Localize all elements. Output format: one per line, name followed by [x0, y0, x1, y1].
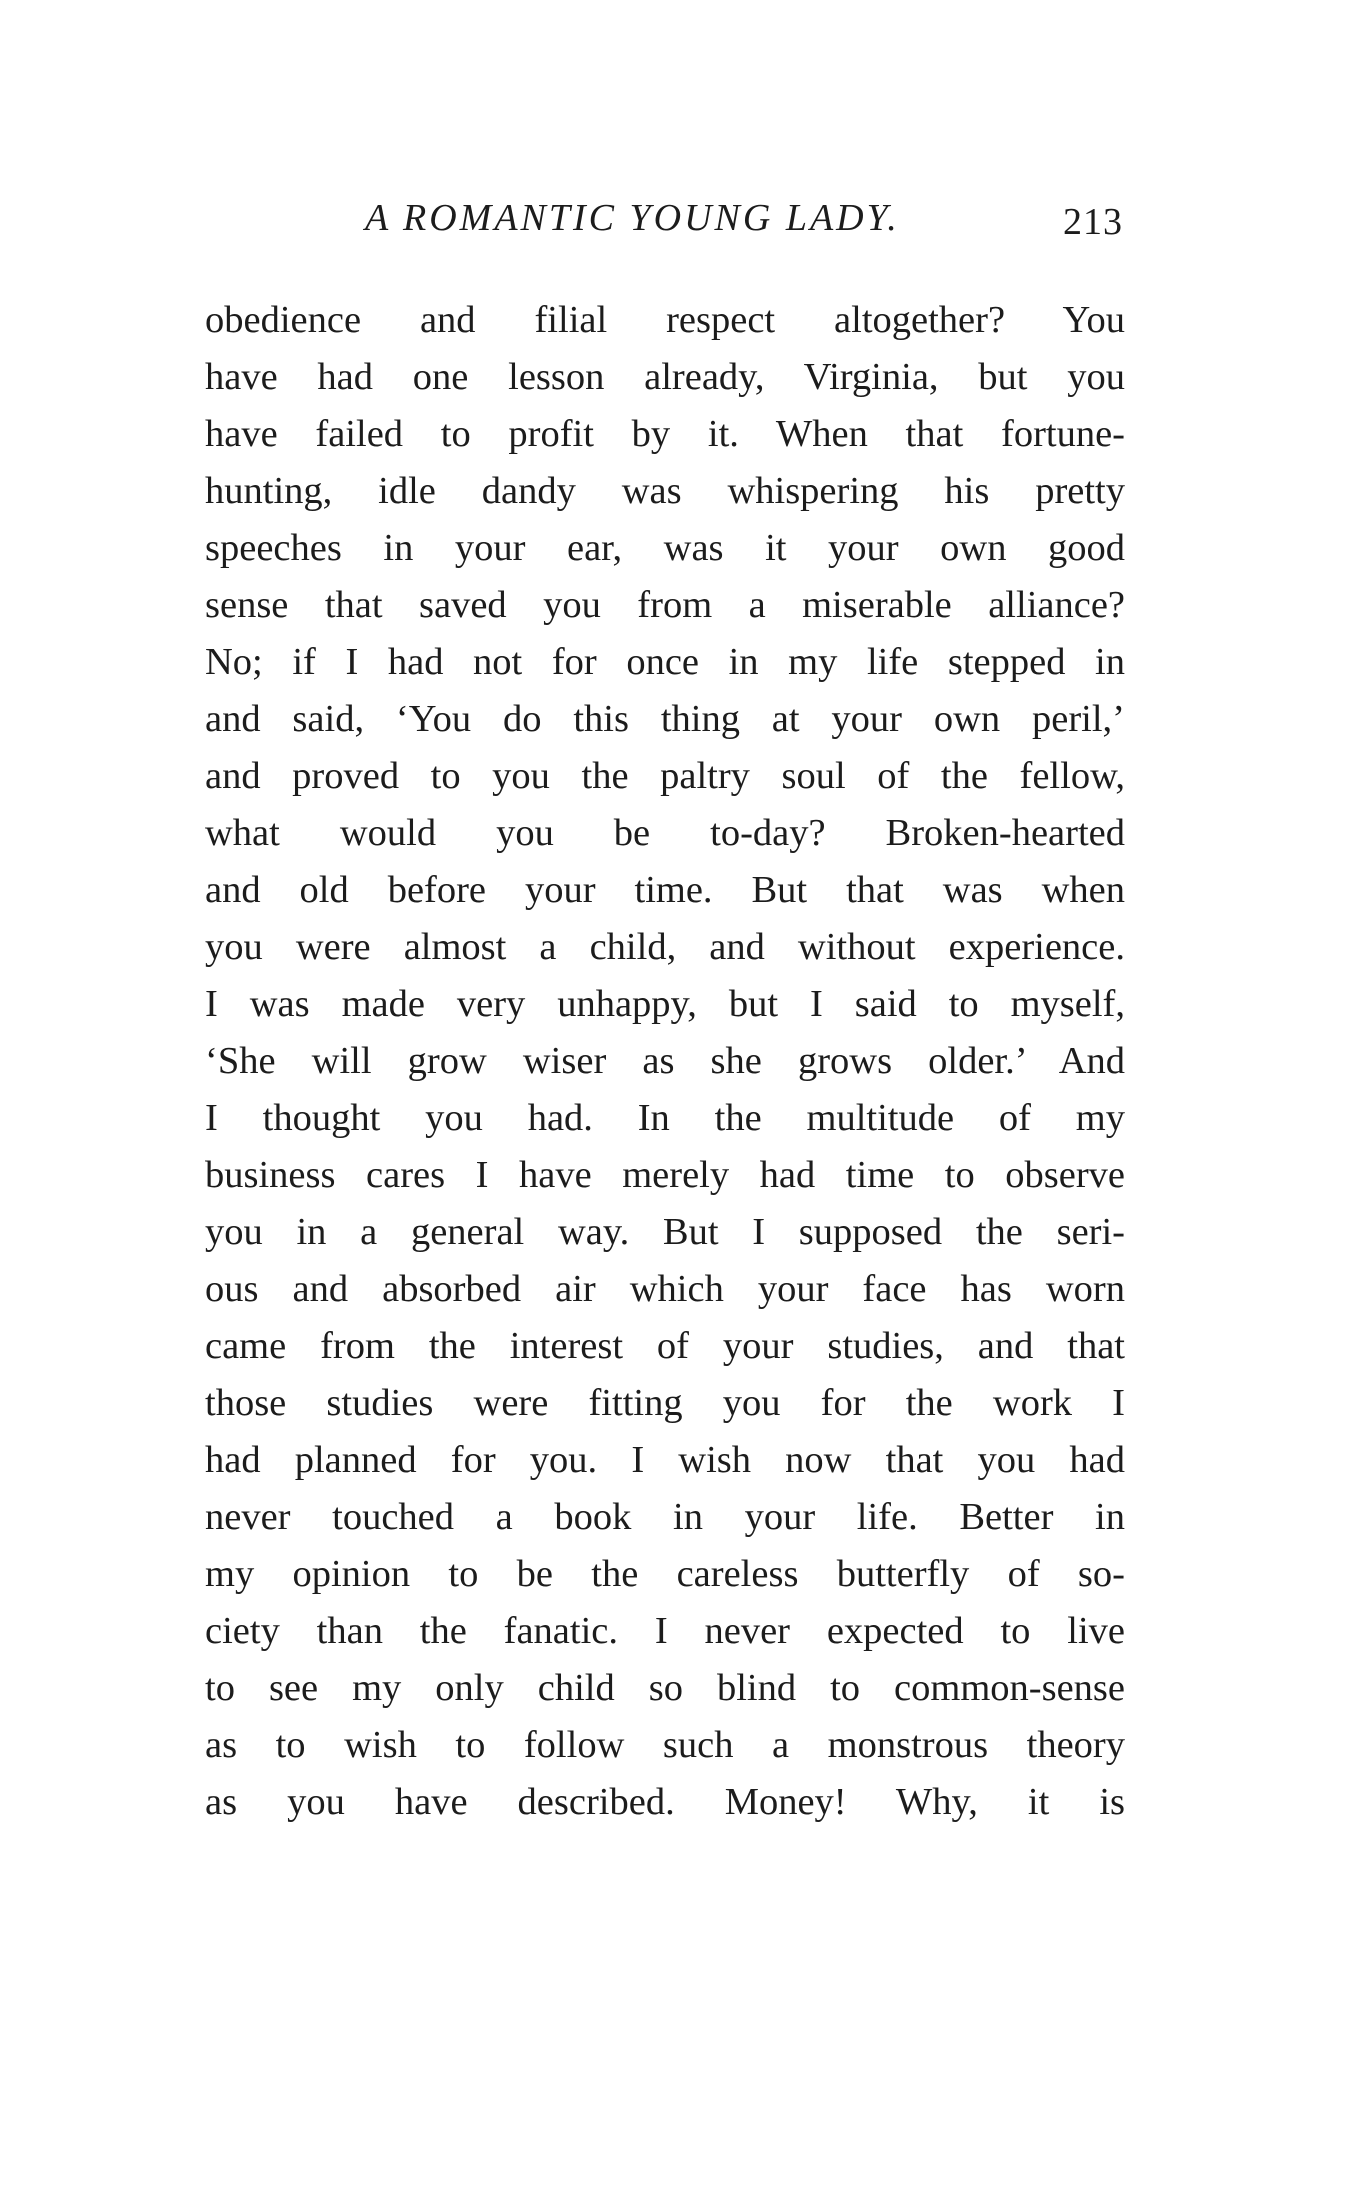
- text-line: business cares I have merely had time to observe: [205, 1154, 1125, 1196]
- text-line: and said, ‘You do this thing at your own peril,’: [205, 698, 1125, 740]
- text-line: speeches in your ear, was it your own good: [205, 527, 1125, 569]
- running-head: [205, 196, 1125, 256]
- text-line: have failed to profit by it. When that fortune-: [205, 413, 1125, 455]
- text-line: you in a general way. But I supposed the seri-: [205, 1211, 1125, 1253]
- text-line: ciety than the fanatic. I never expected to live: [205, 1610, 1125, 1652]
- text-line: those studies were fitting you for the work I: [205, 1382, 1125, 1424]
- text-line: what would you be to-day? Broken-hearted: [205, 812, 1125, 854]
- text-line: had planned for you. I wish now that you had: [205, 1439, 1125, 1481]
- text-line: No; if I had not for once in my life stepped in: [205, 641, 1125, 683]
- text-line: to see my only child so blind to common-sense: [205, 1667, 1125, 1709]
- text-line: sense that saved you from a miserable alliance?: [205, 584, 1125, 626]
- text-line: never touched a book in your life. Better in: [205, 1496, 1125, 1538]
- text-line: I thought you had. In the multitude of my: [205, 1097, 1125, 1139]
- running-title: A ROMANTIC YOUNG LADY.: [365, 197, 900, 239]
- text-line: have had one lesson already, Virginia, but you: [205, 356, 1125, 398]
- text-line: my opinion to be the careless butterfly of so-: [205, 1553, 1125, 1595]
- text-line: came from the interest of your studies, and that: [205, 1325, 1125, 1367]
- page-number: 213: [1063, 201, 1123, 243]
- text-line: ous and absorbed air which your face has worn: [205, 1268, 1125, 1310]
- text-line: hunting, idle dandy was whispering his pretty: [205, 470, 1125, 512]
- text-line: obedience and filial respect altogether? You: [205, 299, 1125, 341]
- text-line: as you have described. Money! Why, it is: [205, 1781, 1125, 1823]
- text-line: ‘She will grow wiser as she grows older.’ And: [205, 1040, 1125, 1082]
- text-line: and old before your time. But that was when: [205, 869, 1125, 911]
- text-line: as to wish to follow such a monstrous theory: [205, 1724, 1125, 1766]
- body-text: [205, 292, 1125, 1831]
- text-line: I was made very unhappy, but I said to myself,: [205, 983, 1125, 1025]
- text-line: and proved to you the paltry soul of the fellow,: [205, 755, 1125, 797]
- text-line: you were almost a child, and without experience.: [205, 926, 1125, 968]
